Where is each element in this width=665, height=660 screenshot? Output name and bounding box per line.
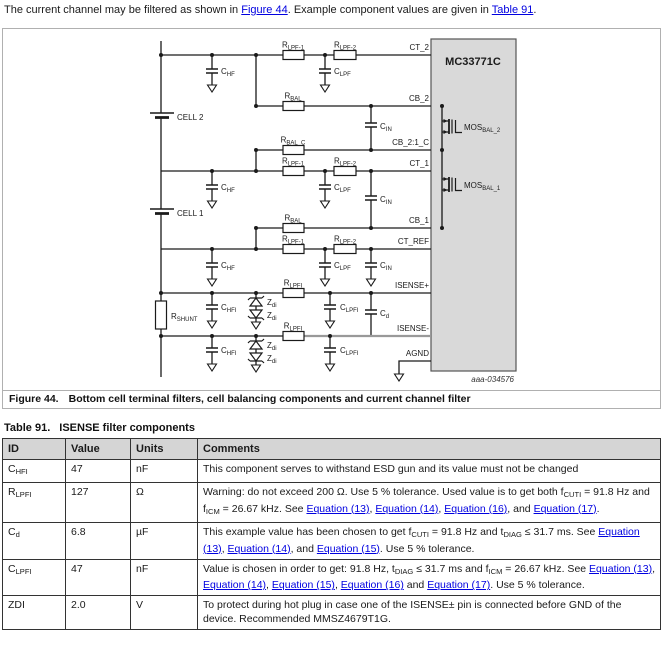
label-chfi: $C_{HFI}$ [221, 346, 237, 357]
label-rlpf2: $R_{LPF-2}$ [333, 156, 357, 168]
cell-id [3, 460, 66, 483]
table-title [4, 422, 195, 434]
label-cin: $C_{IN}$ [380, 122, 392, 133]
table-row [3, 460, 661, 483]
figure-44-frame [2, 28, 661, 409]
cell-comments [198, 559, 661, 596]
label-chf: $C_{HF}$ [221, 67, 235, 78]
link[interactable]: Equation (16) [444, 502, 508, 515]
table-row [3, 482, 661, 522]
link[interactable]: Equation (15) [271, 579, 335, 592]
link[interactable]: Figure 44 [241, 4, 288, 16]
cell-value: 6.8 [66, 522, 131, 559]
text-run: Value is chosen in order to get: 91.8 Hz, t [203, 562, 395, 575]
label-rlpfi: $R_{LPFI}$ [283, 278, 303, 290]
label-clpf: $C_{LPF}$ [334, 183, 351, 194]
label-cell2: CELL 2 [177, 113, 204, 122]
link[interactable]: Equation (14) [203, 579, 267, 592]
pin-cb2: CB_2 [408, 94, 429, 103]
pin-cb1: CB_1 [408, 216, 429, 225]
text-run: . [596, 502, 600, 515]
label-zdi: $Z_{di}$ [267, 298, 277, 309]
table-header-row [3, 439, 661, 460]
link[interactable]: Equation (16) [340, 579, 404, 592]
pin-labels [392, 43, 429, 358]
label-zdi: $Z_{di}$ [267, 341, 277, 352]
header-units: Units [131, 439, 198, 460]
label-clpf: $C_{LPF}$ [334, 67, 351, 78]
text-run: , [652, 562, 656, 575]
text-run: C [8, 562, 16, 575]
link[interactable]: Equation (17) [427, 579, 491, 592]
link[interactable]: Equation (14) [375, 502, 439, 515]
text-run: The current channel may be filtered as shown in [4, 4, 242, 16]
text-run: = 91.8 Hz and f [203, 485, 650, 515]
cell-value: 2.0 [66, 596, 131, 630]
cell-id [3, 596, 66, 630]
table-number: Table 91. [4, 422, 51, 434]
label-chfi: $C_{HFI}$ [221, 303, 237, 314]
cell-comments [198, 482, 661, 522]
text-run: Warning: do not exceed 200 Ω. Use 5 % tolerance. Used value is to get both f [203, 485, 564, 498]
subscript-text: LPFI [15, 489, 32, 499]
figure-caption-text: Bottom cell terminal filters, cell balancing components and current channel filter [68, 393, 471, 405]
link[interactable]: Equation (13) [589, 562, 653, 575]
link[interactable]: Equation (17) [533, 502, 597, 515]
isense-filter-components-table [2, 438, 661, 630]
subscript-text: LPFI [15, 566, 32, 576]
link[interactable]: Table 91 [491, 4, 534, 16]
pin-ctref: CT_REF [397, 237, 429, 246]
label-clpfi: $C_{LPFI}$ [340, 346, 359, 357]
text-run: = 91.8 Hz and t [429, 525, 504, 538]
text-run: ≤ 31.7 ms and f [413, 562, 489, 575]
text-run: , and [290, 542, 317, 555]
label-clpfi: $C_{LPFI}$ [340, 303, 359, 314]
subscript-text: d [15, 529, 20, 539]
label-cell1: CELL 1 [177, 209, 204, 218]
text-run: , [221, 542, 228, 555]
chip-label: MC33771C [445, 56, 501, 68]
cell-value: 47 [66, 559, 131, 596]
label-chf: $C_{HF}$ [221, 183, 235, 194]
cell-comments [198, 596, 661, 630]
cell-units: nF [131, 559, 198, 596]
subscript-text: DIAG [394, 566, 414, 576]
pin-ct2: CT_2 [409, 43, 429, 52]
text-run: ZDI [8, 599, 25, 612]
label-rbal: $R_{BAL}$ [284, 213, 302, 225]
pin-cb21c: CB_2:1_C [392, 138, 429, 147]
subscript-text: CUTI [411, 529, 429, 539]
cell-id [3, 522, 66, 559]
link[interactable]: Equation (15) [316, 542, 380, 555]
cell-id [3, 559, 66, 596]
label-zdi: $Z_{di}$ [267, 354, 277, 365]
cell-id [3, 482, 66, 522]
label-rlpf2: $R_{LPF-2}$ [333, 234, 357, 246]
link[interactable]: Equation (14) [227, 542, 291, 555]
text-run: This example value has been chosen to get f [203, 525, 412, 538]
label-cin: $C_{IN}$ [380, 261, 392, 272]
pin-isense-plus: ISENSE+ [394, 281, 429, 290]
text-run: . Use 5 % tolerance. [490, 579, 585, 592]
text-run: . Use 5 % tolerance. [379, 542, 475, 555]
text-run: , [438, 502, 445, 515]
text-run: R [8, 485, 16, 498]
link[interactable]: Equation (13) [203, 525, 640, 555]
label-rlpf1: $R_{LPF-1}$ [281, 40, 305, 52]
subscript-text: ICM [488, 566, 503, 576]
figure-caption [3, 390, 660, 410]
text-run: . Example component values are given in [287, 4, 492, 16]
subscript-text: ICM [205, 506, 220, 516]
label-rlpf2: $R_{LPF-2}$ [333, 40, 357, 52]
cell-units: µF [131, 522, 198, 559]
subscript-text: DIAG [503, 529, 522, 539]
table-row [3, 596, 661, 630]
cell-units: Ω [131, 482, 198, 522]
header-value: Value [66, 439, 131, 460]
text-run: , [334, 579, 341, 592]
label-clpf: $C_{LPF}$ [334, 261, 351, 272]
table-title-text: ISENSE filter components [59, 422, 195, 434]
label-rshunt: $R_{SHUNT}$ [171, 312, 198, 323]
label-cin: $C_{IN}$ [380, 195, 392, 206]
subscript-text: HFI [15, 466, 28, 476]
subscript-text: CUTI [563, 489, 582, 499]
link[interactable]: Equation (13) [306, 502, 370, 515]
text-run: and [403, 579, 428, 592]
cell-value: 127 [66, 482, 131, 522]
label-chf: $C_{HF}$ [221, 261, 235, 272]
text-run: , [266, 579, 272, 592]
label-rlpf1: $R_{LPF-1}$ [281, 156, 305, 168]
cell-units: V [131, 596, 198, 630]
header-id: ID [3, 439, 66, 460]
pin-ct1: CT_1 [409, 159, 429, 168]
pin-agnd: AGND [405, 349, 429, 358]
text-run: , [369, 502, 376, 515]
label-mosbal1: $MOS_{BAL\_1}$ [464, 181, 501, 192]
figure-number: Figure 44. [9, 393, 59, 405]
cells [150, 113, 174, 214]
text-run: , and [507, 502, 534, 515]
text-run: C [8, 463, 16, 475]
label-cd: $C_d$ [380, 309, 390, 320]
pin-isense-minus: ISENSE- [396, 324, 429, 333]
table-row [3, 522, 661, 559]
intro-paragraph [4, 3, 660, 17]
label-zdi: $Z_{di}$ [267, 311, 277, 322]
label-rbal: $R_{BAL}$ [284, 91, 302, 103]
text-run: C [8, 525, 16, 538]
text-run: . [533, 4, 537, 16]
text-run: = 26.67 kHz. See [502, 562, 590, 575]
header-comments: Comments [198, 439, 661, 460]
figure-watermark: aaa-034576 [471, 375, 514, 384]
schematic-figure [3, 29, 660, 390]
cell-value: 47 [66, 460, 131, 483]
cell-comments [198, 522, 661, 559]
label-mosbal2: $MOS_{BAL\_2}$ [464, 123, 501, 134]
cell-units: nF [131, 460, 198, 483]
label-rlpf1: $R_{LPF-1}$ [281, 234, 305, 246]
text-run: = 26.67 kHz. See [219, 502, 307, 515]
text-run: This component serves to withstand ESD gun and its value must not be changed [203, 463, 579, 475]
label-rlpfi: $R_{LPFI}$ [283, 321, 303, 333]
table-row [3, 559, 661, 596]
text-run: ≤ 31.7 ms. See [521, 525, 599, 538]
mc33771c-block [431, 39, 516, 371]
cell-comments [198, 460, 661, 483]
label-rbalc: $R_{BAL\_C}$ [280, 135, 306, 147]
text-run: To protect during hot plug in case one of the ISENSE± pin is connected before GND of the device. Recommended MMSZ4679T1G. [203, 599, 622, 626]
